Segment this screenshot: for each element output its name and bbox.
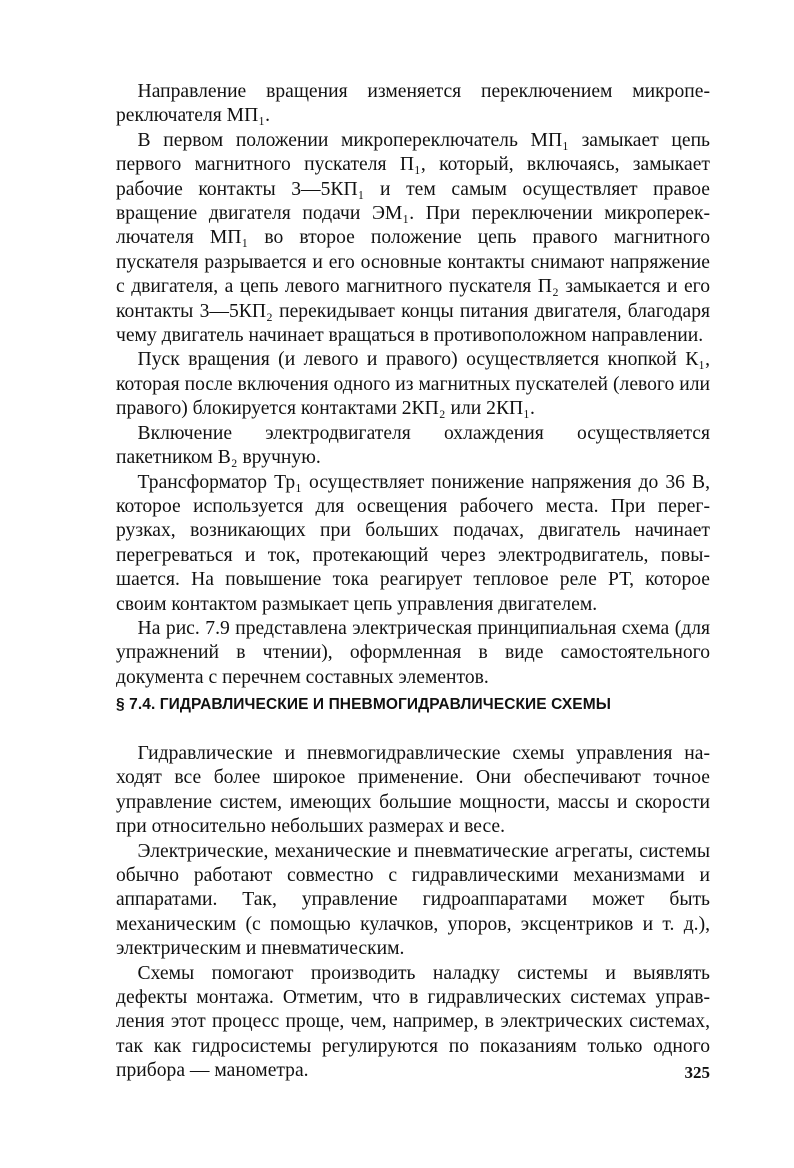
paragraph: Пуск вращения (и левого и правого) осуществляется кнопкой К₁, которая после включения одного из магнитных пускателей (левого или правого) блокируется контактами 2КП₂ или 2КП₁. — [116, 349, 710, 420]
top-text-block — [116, 80, 710, 690]
page-number: 325 — [684, 1063, 710, 1082]
paragraph: В первом положении микропереключатель МП₁ замыкает цепь первого магнитного пускателя П₁, который, включаясь, замыкает рабочие контакты 3—5КП₁ и тем самым осуществляет правое вращение двигателя подачи ЭМ₁. При переключении микропереключателя МП₁ во второе положение цепь правого магнитного пускателя разрывается и его основные контакты снимают напряжение с двигателя, а цепь левого магнитного пускателя П₂ замыкается и его контакты 3—5КП₂ перекидывает концы питания двигателя, благодаря чему двигатель начинает вращаться в противоположном направлении. — [116, 129, 710, 347]
paragraph: Трансформатор Тр₁ осуществляет понижение напряжения до 36 В, которое используется для освещения рабочего места. При перегрузках, возникающих при больших подачах, двигатель начинает перегреваться и ток, протекающий через электродвигатель, повышается. На повышение тока реагирует тепловое реле РТ, которое своим контактом размыкает цепь управления двигателем. — [116, 471, 710, 615]
bottom-text-block — [116, 742, 710, 1084]
paragraph: Направление вращения изменяется переключением микропереключателя МП₁. — [116, 81, 710, 127]
paragraph: Электрические, механические и пневматические агрегаты, системы обычно работают совместно с гидравлическими механизмами и аппаратами. Так, управление гидроаппаратами может быть механическим (с помощью кулачков, упоров, эксцентриков и т. д.), электрическим и пневматическим. — [116, 840, 710, 960]
paragraph: Схемы помогают производить наладку системы и выявлять дефекты монтажа. Отметим, что в гидравлических системах управления этот процесс проще, чем, например, в электрических системах, так как гидросистемы регулируются по показаниям только одного прибора — манометра. — [116, 962, 710, 1082]
paragraph: Включение электродвигателя охлаждения осуществляется пакетником В₂ вручную. — [116, 422, 710, 469]
paragraph: На рис. 7.9 представлена электрическая принципиальная схема (для упражнений в чтении), оформленная в виде самостоятельного документа с перечнем составных элементов. — [116, 617, 710, 688]
section-heading: § 7.4. ГИДРАВЛИЧЕСКИЕ И ПНЕВМОГИДРАВЛИЧЕСКИЕ СХЕМЫ — [116, 696, 611, 713]
paragraph: Гидравлические и пневмогидравлические схемы управления находят все более широкое применение. Они обеспечивают точное управление систем, имеющих большие мощности, массы и скорости при относительно небольших размерах и весе. — [116, 743, 710, 838]
